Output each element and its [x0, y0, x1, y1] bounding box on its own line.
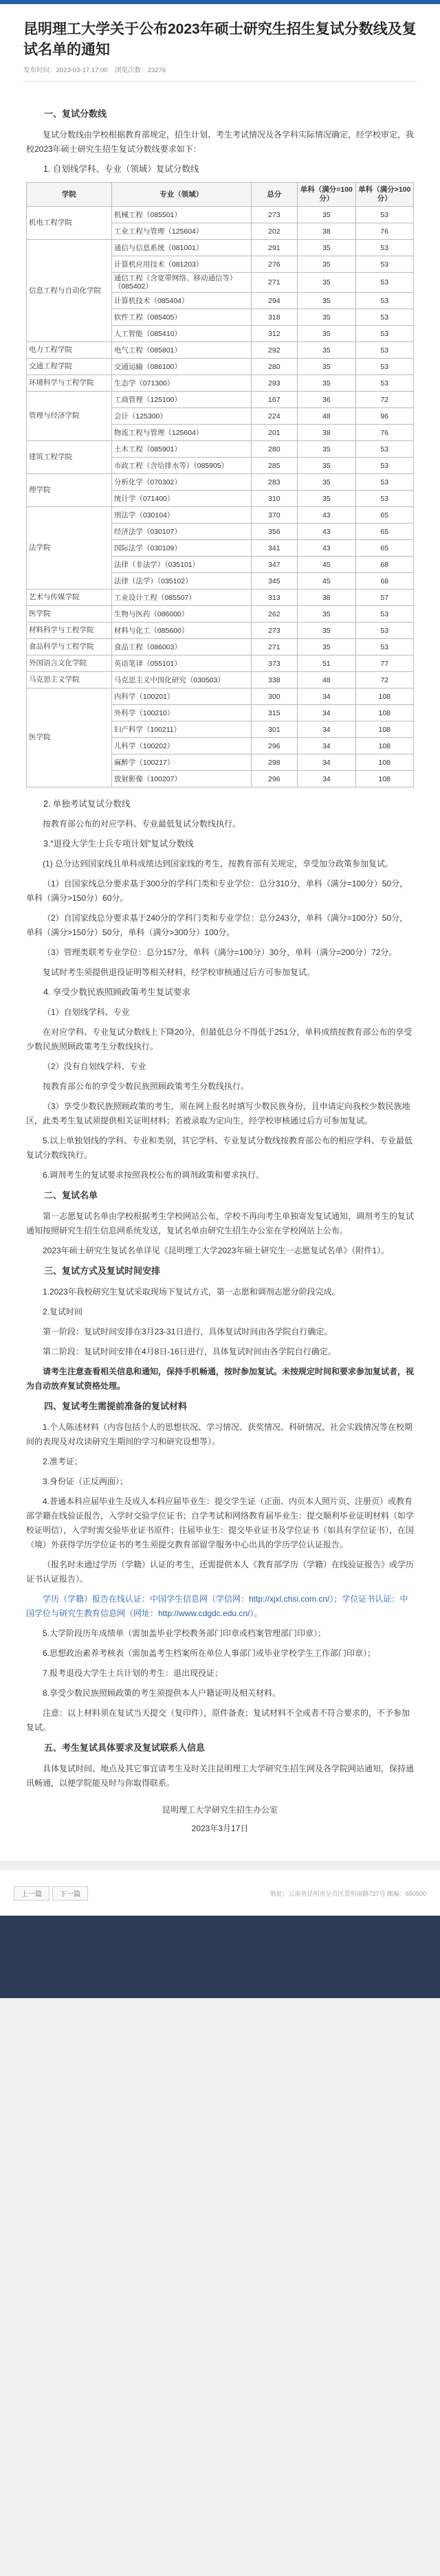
single100-cell: 35 — [298, 309, 355, 326]
single100-cell: 35 — [298, 639, 355, 656]
paragraph: 6.调剂考生的复试要求按照我校公布的调剂政策和要求执行。 — [43, 1170, 265, 1180]
major-cell: 计算机技术（085404） — [111, 293, 251, 309]
table-row — [27, 507, 414, 524]
major-cell: 工商管理（125100） — [111, 392, 251, 408]
school-cell: 交通工程学院 — [27, 359, 112, 375]
single100-cell: 35 — [298, 606, 355, 623]
subheading: 1. 自划线学科、专业（领域）复试分数线 — [43, 164, 199, 174]
single100-cell: 35 — [298, 256, 355, 273]
single150-cell: 65 — [355, 507, 413, 524]
school-cell: 艺术与传媒学院 — [27, 590, 112, 606]
paragraph: 4.普通本科应届毕业生及成人本科应届毕业生：提交学生证（正面、内页本人照片页、注册页）或教育部学籍在线验证报告，入学时交验学位证书；自学考试和网络教育届毕业生：提交顺利毕业证明材料（如学校证明信），入学时需交验毕业证书原件；往届毕业生：提交毕业证书及学位证书（如具有学位证书），在国（境）外获得学历学位证书的考生须提交教育部留学服务中心出具的学历学位认证报告。 — [26, 1497, 415, 1549]
total-cell: 298 — [251, 754, 298, 771]
single150-cell: 108 — [355, 705, 413, 721]
paragraph: 1.个人陈述材料（内容包括个人的思想状况、学习情况、获奖情况、科研情况、社会实践情况等在校期间的表现及对攻读研究生期间的学习和研究设想等）。 — [26, 1422, 413, 1446]
school-cell: 医学院 — [27, 688, 112, 787]
score-table — [26, 182, 414, 787]
total-cell: 283 — [251, 474, 298, 491]
single100-cell: 35 — [298, 375, 355, 392]
next-button[interactable]: 下一篇 — [52, 1886, 88, 1901]
major-cell: 刑法学（030104） — [111, 507, 251, 524]
single150-cell: 53 — [355, 491, 413, 507]
table-row — [27, 342, 414, 359]
page-title: 昆明理工大学关于公布2023年硕士研究生招生复试分数线及复试名单的通知 — [23, 21, 417, 58]
paragraph: 3.身份证（正反两面）； — [43, 1477, 129, 1486]
publish-time: 发布时间：2023-03-17 17:00 — [23, 67, 108, 74]
major-cell: 电气工程（085801） — [111, 342, 251, 359]
paragraph: 第一阶段：复试时间安排在3月23-31日进行，具体复试时间由各学院自行确定。 — [43, 1327, 333, 1336]
single150-cell: 108 — [355, 738, 413, 754]
single100-cell: 34 — [298, 721, 355, 738]
major-cell: 分析化学（070302） — [111, 474, 251, 491]
major-cell: 马克思主义中国化研究（030503） — [111, 672, 251, 688]
single150-cell: 53 — [355, 342, 413, 359]
major-cell: 会计（125300） — [111, 408, 251, 425]
table-row — [27, 590, 414, 606]
single100-cell: 38 — [298, 425, 355, 441]
major-cell: 软件工程（085405） — [111, 309, 251, 326]
single150-cell: 76 — [355, 223, 413, 240]
single150-cell: 53 — [355, 293, 413, 309]
paragraph: 在对应学科、专业复试分数线上下降20分，但最低总分不得低于251分，单科成绩按教育部公布的享受少数民族照顾政策考生分数线执行。 — [26, 1027, 412, 1051]
total-cell: 291 — [251, 240, 298, 256]
major-cell: 通信与信息系统（081001） — [111, 240, 251, 256]
school-cell: 建筑工程学院 — [27, 441, 112, 474]
single150-cell: 65 — [355, 524, 413, 540]
single150-cell: 76 — [355, 425, 413, 441]
single150-cell: 53 — [355, 240, 413, 256]
single150-cell: 108 — [355, 771, 413, 787]
single150-cell: 68 — [355, 573, 413, 590]
single100-cell: 48 — [298, 408, 355, 425]
table-row — [27, 392, 414, 408]
school-cell: 马克思主义学院 — [27, 672, 112, 688]
single100-cell: 38 — [298, 590, 355, 606]
article-body — [0, 87, 440, 1861]
school-cell: 材料科学与工程学院 — [27, 623, 112, 639]
paragraph: （2）没有自划线学科、专业 — [43, 1062, 146, 1071]
table-row — [27, 474, 414, 491]
major-cell: 生态学（071300） — [111, 375, 251, 392]
single100-cell: 34 — [298, 688, 355, 705]
score-table-body — [27, 207, 414, 787]
major-cell: 工业设计工程（085507） — [111, 590, 251, 606]
table-row — [27, 639, 414, 656]
single100-cell: 35 — [298, 273, 355, 293]
paragraph: 8.享受少数民族照顾政策的考生须提供本人户籍证明及相关材料。 — [43, 1688, 281, 1698]
single100-cell: 48 — [298, 672, 355, 688]
section-heading: 四、复试考生需提前准备的复试材料 — [44, 1401, 188, 1411]
single100-cell: 35 — [298, 326, 355, 342]
single100-cell: 43 — [298, 524, 355, 540]
major-cell: 统计学（071400） — [111, 491, 251, 507]
page-footer — [0, 1870, 440, 1916]
single100-cell: 35 — [298, 623, 355, 639]
subheading: 3.“退役大学生士兵专项计划”复试分数线 — [43, 839, 194, 849]
single100-cell: 35 — [298, 458, 355, 474]
pager — [14, 1886, 88, 1901]
single150-cell: 53 — [355, 639, 413, 656]
major-cell: 物流工程与管理（125604） — [111, 425, 251, 441]
major-cell: 计算机应用技术（081203） — [111, 256, 251, 273]
major-cell: 外科学（100210） — [111, 705, 251, 721]
article-header — [0, 4, 440, 87]
single150-cell: 53 — [355, 359, 413, 375]
single150-cell: 53 — [355, 207, 413, 223]
paragraph: 2.复试时间 — [43, 1307, 83, 1317]
section-heading: 一、复试分数线 — [44, 109, 107, 119]
paragraph: 按教育部公布的享受少数民族照顾政策考生分数线执行。 — [43, 1082, 250, 1091]
single150-cell: 65 — [355, 540, 413, 557]
total-cell: 296 — [251, 738, 298, 754]
paragraph: （报名时未通过学历（学籍）认证的考生，还需提供本人《教育部学历（学籍）在线验证报告》或学历证书认证报告）。 — [26, 1560, 415, 1584]
single100-cell: 34 — [298, 705, 355, 721]
major-cell: 国际法学（030109） — [111, 540, 251, 557]
single100-cell: 35 — [298, 491, 355, 507]
total-cell: 292 — [251, 342, 298, 359]
prev-button[interactable]: 上一篇 — [14, 1886, 50, 1901]
school-cell: 医学院 — [27, 606, 112, 623]
view-count: 浏览次数：23276 — [115, 67, 166, 74]
single150-cell: 53 — [355, 326, 413, 342]
school-cell: 电力工程学院 — [27, 342, 112, 359]
paragraph: （3）管理类联考专业学位：总分157分，单科（满分=100分）30分，单科（满分=200分）72分。 — [43, 948, 397, 957]
table-header: 学院 — [27, 183, 112, 207]
section-heading: 三、复试方式及复试时间安排 — [44, 1266, 161, 1276]
single150-cell: 108 — [355, 754, 413, 771]
single100-cell: 34 — [298, 754, 355, 771]
single150-cell: 77 — [355, 656, 413, 672]
signature-date: 2023年3月17日 — [191, 1824, 249, 1833]
total-cell: 345 — [251, 573, 298, 590]
total-cell: 312 — [251, 326, 298, 342]
table-row — [27, 688, 414, 705]
paragraph: 第一志愿复试名单由学校根据考生学校网站公布，学校不再向考生单独寄发复试通知，调剂考生的复试通知按照研究生招生信息网系统发送，复试名单由研究生招生办公室在学校网站上公布。 — [26, 1211, 415, 1235]
major-cell: 交通运输（086100） — [111, 359, 251, 375]
paragraph: 具体复试时间、地点及其它事宜请考生及时关注昆明理工大学研究生招生网及各学院网站通知，保持通讯畅通，以便学院能及时与你取得联系。 — [26, 1764, 415, 1788]
single150-cell: 72 — [355, 392, 413, 408]
paragraph: 注意：以上材料须在复试当天提交（复印件），原件备查；复试材料不全或者不符合要求的，不予参加复试。 — [26, 1708, 410, 1732]
single100-cell: 43 — [298, 540, 355, 557]
school-cell: 理学院 — [27, 474, 112, 507]
single100-cell: 51 — [298, 656, 355, 672]
paragraph: （3）享受少数民族照顾政策的考生，须在网上报名时填写少数民族身份，且申请定向我校少数民族地区，此类考生复试须提供相关证明材料；若被录取为定向生，经学校审核通过后方可参加复试。 — [26, 1101, 410, 1125]
section-heading: 二、复试名单 — [44, 1190, 98, 1200]
table-header: 专业（领域） — [111, 183, 251, 207]
total-cell: 313 — [251, 590, 298, 606]
total-cell: 293 — [251, 375, 298, 392]
total-cell: 280 — [251, 441, 298, 458]
emphasis-paragraph: 请考生注意查看相关信息和通知，保持手机畅通，按时参加复试。未按规定时间和要求参加复试者，视为自动放弃复试资格处理。 — [26, 1367, 415, 1391]
total-cell: 296 — [251, 771, 298, 787]
major-cell: 法律（非法学）（035101） — [111, 557, 251, 573]
single150-cell: 96 — [355, 408, 413, 425]
paragraph: （1）自划线学科、专业 — [43, 1007, 130, 1017]
total-cell: 318 — [251, 309, 298, 326]
total-cell: 201 — [251, 425, 298, 441]
single150-cell: 53 — [355, 458, 413, 474]
major-cell: 机械工程（085501） — [111, 207, 251, 223]
paragraph: 2.准考证； — [43, 1457, 83, 1466]
table-header-row — [27, 183, 414, 207]
table-row — [27, 623, 414, 639]
single100-cell: 45 — [298, 573, 355, 590]
total-cell: 273 — [251, 623, 298, 639]
total-cell: 347 — [251, 557, 298, 573]
article-meta — [23, 65, 417, 82]
paragraph: （1）自国家线总分要求基于300分的学科门类和专业学位：总分310分，单科（满分=100分）50分，单科（满分>150分）60分。 — [26, 879, 408, 903]
single150-cell: 108 — [355, 721, 413, 738]
total-cell: 300 — [251, 688, 298, 705]
table-header: 单科（满分>100分） — [355, 183, 413, 207]
major-cell: 儿科学（100202） — [111, 738, 251, 754]
major-cell: 材料与化工（085600） — [111, 623, 251, 639]
paragraph: 7.报考退役大学生士兵计划的考生：退出现役证； — [43, 1668, 223, 1678]
total-cell: 373 — [251, 656, 298, 672]
table-row — [27, 656, 414, 672]
paragraph: 复试时考生须提供退役证明等相关材料，经学校审核通过后方可参加复试。 — [43, 967, 316, 977]
table-header: 总分 — [251, 183, 298, 207]
single100-cell: 43 — [298, 507, 355, 524]
major-cell: 法律（法学）（035102） — [111, 573, 251, 590]
contact-info: 地址：云南省昆明市呈贡区景明南路727号 邮编：650500 — [270, 1890, 426, 1897]
single150-cell: 53 — [355, 309, 413, 326]
total-cell: 301 — [251, 721, 298, 738]
major-cell: 市政工程（含给排水等）（085905） — [111, 458, 251, 474]
bottom-bar — [0, 1916, 440, 1998]
major-cell: 麻醉学（100217） — [111, 754, 251, 771]
single100-cell: 35 — [298, 474, 355, 491]
single100-cell: 38 — [298, 223, 355, 240]
total-cell: 280 — [251, 359, 298, 375]
total-cell: 202 — [251, 223, 298, 240]
total-cell: 338 — [251, 672, 298, 688]
paragraph: 2023年硕士研究生复试名单详见《昆明理工大学2023年硕士研究生一志愿复试名单》（附件1）。 — [43, 1246, 390, 1255]
subheading: 2. 单独考试复试分数线 — [43, 799, 131, 809]
total-cell: 310 — [251, 491, 298, 507]
total-cell: 167 — [251, 392, 298, 408]
total-cell: 294 — [251, 293, 298, 309]
single150-cell: 53 — [355, 375, 413, 392]
table-row — [27, 672, 414, 688]
total-cell: 271 — [251, 639, 298, 656]
major-cell: 工业工程与管理（125604） — [111, 223, 251, 240]
school-cell: 外国语言文化学院 — [27, 656, 112, 672]
single150-cell: 57 — [355, 590, 413, 606]
table-row — [27, 375, 414, 392]
single100-cell: 35 — [298, 441, 355, 458]
single100-cell: 34 — [298, 738, 355, 754]
signature-block — [26, 1803, 414, 1836]
single100-cell: 35 — [298, 293, 355, 309]
signature-org: 昆明理工大学研究生招生办公室 — [162, 1805, 278, 1815]
single150-cell: 53 — [355, 474, 413, 491]
paragraph: (1) 总分达到国家线且单科成绩达到国家线的考生，按教育部有关规定，享受加分政策参加复试。 — [43, 859, 394, 869]
total-cell: 262 — [251, 606, 298, 623]
single150-cell: 72 — [355, 672, 413, 688]
total-cell: 356 — [251, 524, 298, 540]
single100-cell: 35 — [298, 207, 355, 223]
single100-cell: 36 — [298, 392, 355, 408]
paragraph: 复试分数线由学校根据教育部规定，招生计划、考生考试情况及各学科实际情况确定，经学校审定，我校2023年硕士研究生招生复试分数线要求如下： — [26, 130, 415, 154]
paragraph: 6.思想政治素养考核表（需加盖考生档案所在单位人事部门或毕业学校学生工作部门印章）； — [43, 1648, 376, 1658]
major-cell: 土木工程（085901） — [111, 441, 251, 458]
school-cell: 管理与经济学院 — [27, 392, 112, 441]
table-row — [27, 359, 414, 375]
table-row — [27, 441, 414, 458]
single100-cell: 35 — [298, 342, 355, 359]
paragraph: 5.以上单独划线的学科、专业和类别，其它学科、专业复试分数线按教育部公布的相应学科、专业最低复试分数线执行。 — [26, 1136, 413, 1160]
major-cell: 内科学（100201） — [111, 688, 251, 705]
total-cell: 315 — [251, 705, 298, 721]
school-cell: 法学院 — [27, 507, 112, 590]
table-row — [27, 207, 414, 223]
major-cell: 放射影像（100207） — [111, 771, 251, 787]
single150-cell: 108 — [355, 688, 413, 705]
total-cell: 370 — [251, 507, 298, 524]
single150-cell: 68 — [355, 557, 413, 573]
major-cell: 人工智能（085410） — [111, 326, 251, 342]
major-cell: 英语笔译（055101） — [111, 656, 251, 672]
paragraph: 1.2023年我校研究生复试采取现场下复试方式，第一志愿和调剂志愿分阶段完成。 — [43, 1287, 340, 1297]
subheading: 4. 享受少数民族照顾政策考生复试要求 — [43, 987, 190, 997]
single150-cell: 53 — [355, 273, 413, 293]
school-cell: 环境科学与工程学院 — [27, 375, 112, 392]
single100-cell: 35 — [298, 240, 355, 256]
single150-cell: 53 — [355, 623, 413, 639]
school-cell: 信息工程与自动化学院 — [27, 240, 112, 342]
major-cell: 食品工程（086003） — [111, 639, 251, 656]
single100-cell: 34 — [298, 771, 355, 787]
total-cell: 271 — [251, 273, 298, 293]
link-paragraph[interactable]: 学历（学籍）报告在线认证：中国学生信息网（学信网：http://xjxl.chsi.com.cn/）；学位证书认证：中国学位与研究生教育信息网（网址：http://www.cdgdc.edu.cn/）。 — [26, 1594, 408, 1618]
paragraph: 5.大学阶段历年成绩单（需加盖毕业学校教务部门印章或档案管理部门印章）； — [43, 1628, 327, 1638]
paragraph: 按教育部公布的对应学科、专业最低复试分数线执行。 — [43, 819, 241, 829]
major-cell: 生物与医药（086000） — [111, 606, 251, 623]
single150-cell: 53 — [355, 606, 413, 623]
single150-cell: 53 — [355, 441, 413, 458]
single150-cell: 53 — [355, 256, 413, 273]
section-heading: 五、考生复试具体要求及复试联系人信息 — [44, 1743, 206, 1753]
total-cell: 341 — [251, 540, 298, 557]
table-row — [27, 606, 414, 623]
table-row — [27, 240, 414, 256]
single100-cell: 45 — [298, 557, 355, 573]
total-cell: 224 — [251, 408, 298, 425]
table-header: 单科（满分=100分） — [298, 183, 355, 207]
paragraph: 第二阶段：复试时间安排在4月8日-16日进行，具体复试时间由各学院自行确定。 — [43, 1347, 336, 1356]
school-cell: 机电工程学院 — [27, 207, 112, 240]
total-cell: 285 — [251, 458, 298, 474]
total-cell: 273 — [251, 207, 298, 223]
major-cell: 妇产科学（100211） — [111, 721, 251, 738]
school-cell: 食品科学与工程学院 — [27, 639, 112, 656]
total-cell: 276 — [251, 256, 298, 273]
single100-cell: 35 — [298, 359, 355, 375]
paragraph: （2）自国家线总分要求基于240分的学科门类和专业学位：总分243分，单科（满分=100分）50分，单科（满分>150分）50分，单科（满分>300分）100分。 — [26, 913, 408, 937]
major-cell: 经济法学（030107） — [111, 524, 251, 540]
major-cell: 通信工程（含宽带网络、移动通信等）（085402） — [111, 273, 251, 293]
